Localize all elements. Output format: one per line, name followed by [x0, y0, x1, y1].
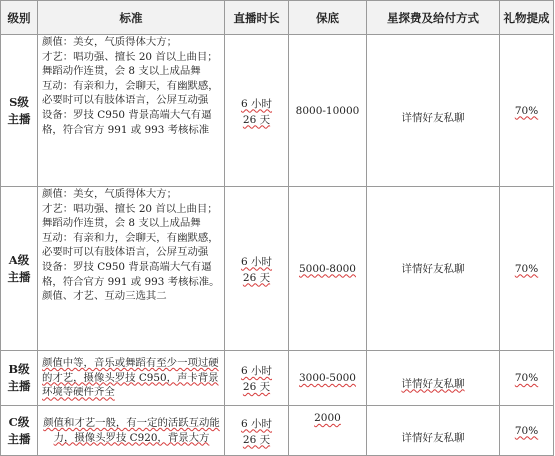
duration-days: 26 天: [242, 271, 271, 284]
gift-cell: [500, 35, 554, 187]
standard-line: 互动：有亲和力，会聊天，有幽默感，必要时可以有肢体语言，公屏互动强: [42, 79, 219, 107]
duration-hours: 6 小时: [240, 417, 273, 430]
standard-line: 颜值中等，音乐或舞蹈有至少一项过硬的才艺，摄像头罗技 C950，声卡背景环境等硬件齐全: [42, 357, 219, 399]
table-row-s: [1, 35, 554, 187]
header-payment: 星探费及给付方式: [367, 1, 500, 35]
gift-value: 70%: [514, 262, 539, 275]
gift-value: 70%: [514, 104, 539, 117]
grade-cell: [1, 351, 38, 406]
table-row-c: [1, 406, 554, 456]
header-gift: 礼物提成: [500, 1, 554, 35]
salary-value: 3000-5000: [299, 372, 356, 384]
standard-cell: [38, 35, 225, 187]
salary-cell: [289, 351, 367, 406]
payment-text: 详情好友私聊: [401, 263, 465, 275]
grade-label: S级: [9, 94, 29, 109]
standard-line: 颜值和才艺一般，有一定的活跃互动能力，摄像头罗技 C920，背景大方: [43, 416, 220, 444]
standard-line: 才艺：唱功强、擅长 20 首以上曲目；舞蹈动作连贯，会 8 支以上成品舞: [42, 202, 218, 230]
duration-cell: [225, 187, 289, 351]
standard-line: 颜值：美女，气质得体大方；: [42, 188, 178, 200]
grade-label-sub: 主播: [7, 111, 31, 126]
standard-line: 颜值：美女，气质得体大方；: [42, 36, 178, 48]
salary-value: 8000-10000: [295, 104, 360, 117]
duration-cell: [225, 406, 289, 456]
gift-cell: [500, 406, 554, 456]
duration-days: 26 天: [242, 381, 271, 393]
salary-value: 5000-8000: [299, 262, 356, 275]
payment-cell: [367, 187, 500, 351]
duration-cell: [225, 351, 289, 406]
header-duration: 直播时长: [225, 1, 289, 35]
duration-hours: 6 小时: [240, 97, 273, 110]
salary-cell: [289, 406, 367, 456]
grade-label: A级: [8, 252, 30, 267]
salary-cell: [289, 35, 367, 187]
standard-line: 设备：罗技 C950 背景高端大气有逼格，符合官方 991 或 993 考核标准。: [42, 260, 220, 288]
grade-label-sub: 主播: [7, 269, 31, 284]
gift-cell: [500, 351, 554, 406]
grade-cell: [1, 35, 38, 187]
standard-line: 颜值、才艺、互动三选其二: [42, 290, 167, 303]
duration-cell: [225, 35, 289, 187]
duration-hours: 6 小时: [240, 255, 273, 268]
gift-value: 70%: [514, 424, 539, 437]
standard-cell: [38, 187, 225, 351]
grade-cell: [1, 187, 38, 351]
payment-text: 详情好友私聊: [401, 377, 465, 390]
payment-cell: [367, 351, 500, 406]
table-row-a: [1, 187, 554, 351]
header-grade: 级别: [1, 1, 38, 35]
table-row-b: [1, 351, 554, 406]
duration-days: 26 天: [242, 433, 271, 446]
standard-line: 才艺：唱功强、擅长 20 首以上曲目；舞蹈动作连贯，会 8 支以上成品舞: [42, 50, 218, 78]
payment-text: 详情好友私聊: [401, 432, 465, 444]
grade-label-sub: 主播: [7, 379, 31, 393]
grade-label: B级: [8, 362, 30, 376]
salary-value: 2000: [314, 412, 341, 424]
duration-hours: 6 小时: [240, 365, 273, 377]
grade-label-sub: 主播: [7, 431, 31, 446]
duration-days: 26 天: [242, 113, 271, 126]
payment-cell: [367, 35, 500, 187]
gift-value: 70%: [514, 372, 539, 384]
payment-cell: [367, 406, 500, 456]
standard-line: 互动：有亲和力，会聊天，有幽默感，必要时可以有肢体语言，公屏互动强: [42, 231, 219, 259]
standard-cell: [38, 351, 225, 406]
header-standard: 标准: [38, 1, 225, 35]
gift-cell: [500, 187, 554, 351]
table-header-row: [1, 1, 554, 35]
grade-cell: [1, 406, 38, 456]
payment-text: 详情好友私聊: [401, 112, 465, 124]
standard-cell: [38, 406, 225, 456]
salary-cell: [289, 187, 367, 351]
header-salary: 保底: [289, 1, 367, 35]
grade-label: C级: [8, 414, 30, 429]
standard-line: 设备：罗技 C950 背景高端大气有逼格，符合官方 991 或 993 考核标准: [42, 108, 212, 136]
